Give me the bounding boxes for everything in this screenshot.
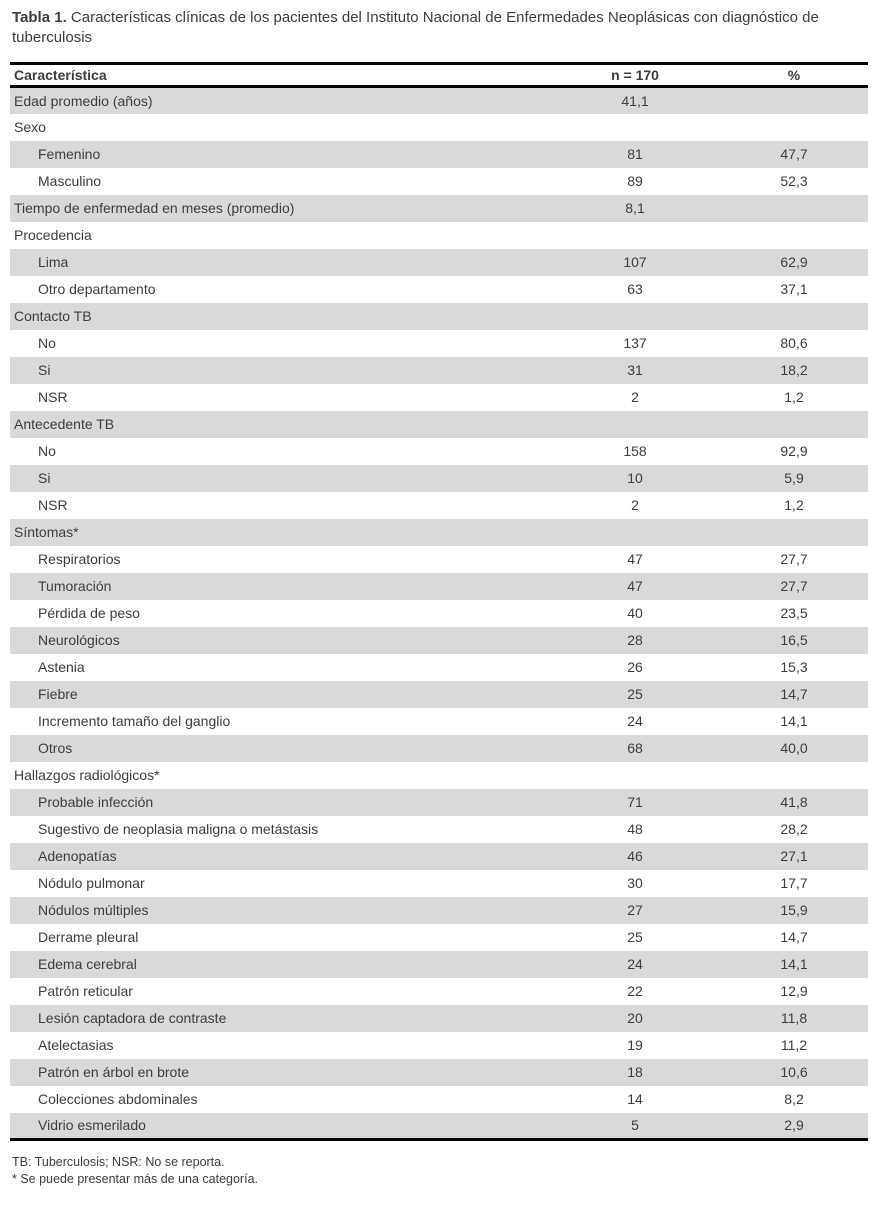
table-row bbox=[10, 762, 868, 789]
table-row bbox=[10, 816, 868, 843]
table-row bbox=[10, 330, 868, 357]
cell-n-value: 25 bbox=[627, 929, 643, 945]
cell-n-value: 81 bbox=[627, 146, 643, 162]
cell-percent-value: 80,6 bbox=[780, 335, 808, 351]
cell-characteristic: Femenino bbox=[38, 146, 101, 162]
footnote-abbreviations: TB: Tuberculosis; NSR: No se reporta. bbox=[12, 1155, 225, 1169]
cell-percent-value: 14,7 bbox=[780, 929, 808, 945]
table-row bbox=[10, 87, 868, 114]
cell-percent-value bbox=[720, 303, 868, 330]
cell-characteristic: Lesión captadora de contraste bbox=[38, 1010, 227, 1026]
table-row bbox=[10, 1086, 868, 1113]
table-row bbox=[10, 843, 868, 870]
column-header-percent: % bbox=[787, 67, 801, 83]
cell-n-value bbox=[550, 519, 720, 546]
cell-percent-value: 23,5 bbox=[780, 605, 808, 621]
cell-percent-value: 1,2 bbox=[784, 389, 804, 405]
cell-percent-value: 10,6 bbox=[780, 1064, 808, 1080]
cell-characteristic: NSR bbox=[38, 497, 68, 513]
header-row bbox=[10, 64, 868, 87]
cell-characteristic: Probable infección bbox=[38, 794, 154, 810]
cell-percent-value: 40,0 bbox=[780, 740, 808, 756]
table-row bbox=[10, 1032, 868, 1059]
table-row bbox=[10, 735, 868, 762]
table-row bbox=[10, 708, 868, 735]
table-body bbox=[10, 87, 868, 1140]
table-row bbox=[10, 1005, 868, 1032]
cell-percent-value bbox=[720, 195, 868, 222]
cell-n-value: 158 bbox=[623, 443, 647, 459]
cell-n-value: 25 bbox=[627, 686, 643, 702]
table-row bbox=[10, 519, 868, 546]
table-row bbox=[10, 546, 868, 573]
cell-characteristic: Patrón reticular bbox=[38, 983, 133, 999]
cell-percent-value: 8,2 bbox=[784, 1091, 804, 1107]
cell-percent-value bbox=[720, 519, 868, 546]
cell-characteristic: Colecciones abdominales bbox=[38, 1091, 198, 1107]
table-row bbox=[10, 924, 868, 951]
cell-n-value: 63 bbox=[627, 281, 643, 297]
cell-characteristic: Pérdida de peso bbox=[38, 605, 140, 621]
cell-percent-value: 27,7 bbox=[780, 551, 808, 567]
cell-characteristic: Sexo bbox=[14, 119, 46, 135]
cell-characteristic: Si bbox=[38, 362, 51, 378]
table-row bbox=[10, 654, 868, 681]
table-row bbox=[10, 357, 868, 384]
table-row bbox=[10, 465, 868, 492]
table-row bbox=[10, 600, 868, 627]
table-caption bbox=[12, 8, 868, 48]
table-row bbox=[10, 195, 868, 222]
cell-characteristic: No bbox=[38, 335, 56, 351]
table-row bbox=[10, 951, 868, 978]
table-row bbox=[10, 897, 868, 924]
cell-characteristic: Nódulos múltiples bbox=[38, 902, 149, 918]
table-row bbox=[10, 141, 868, 168]
cell-characteristic: Astenia bbox=[38, 659, 85, 675]
cell-characteristic: Otro departamento bbox=[38, 281, 156, 297]
cell-percent-value: 5,9 bbox=[784, 470, 804, 486]
table-row bbox=[10, 1113, 868, 1140]
cell-percent-value: 11,2 bbox=[780, 1037, 808, 1053]
cell-percent-value: 62,9 bbox=[780, 254, 808, 270]
table-row bbox=[10, 438, 868, 465]
table-row bbox=[10, 681, 868, 708]
cell-n-value: 68 bbox=[627, 740, 643, 756]
cell-n-value bbox=[550, 303, 720, 330]
cell-characteristic: Hallazgos radiológicos* bbox=[14, 767, 160, 783]
cell-characteristic: Sugestivo de neoplasia maligna o metástasis bbox=[38, 821, 319, 837]
cell-characteristic: Adenopatías bbox=[38, 848, 117, 864]
cell-n-value bbox=[550, 222, 720, 249]
cell-percent-value: 41,8 bbox=[780, 794, 808, 810]
cell-n-value: 27 bbox=[627, 902, 643, 918]
cell-n-value: 107 bbox=[623, 254, 647, 270]
cell-characteristic: No bbox=[38, 443, 56, 459]
cell-percent-value: 47,7 bbox=[780, 146, 808, 162]
column-header-caracteristica: Característica bbox=[14, 67, 107, 83]
cell-n-value: 47 bbox=[627, 551, 643, 567]
cell-characteristic: Respiratorios bbox=[38, 551, 121, 567]
cell-percent-value: 12,9 bbox=[780, 983, 808, 999]
cell-characteristic: Edema cerebral bbox=[38, 956, 137, 972]
table-row bbox=[10, 114, 868, 141]
cell-characteristic: Patrón en árbol en brote bbox=[38, 1064, 189, 1080]
table-row bbox=[10, 627, 868, 654]
table-caption-label: Tabla 1. bbox=[12, 9, 67, 26]
cell-n-value: 22 bbox=[627, 983, 643, 999]
table-row bbox=[10, 492, 868, 519]
table-row bbox=[10, 303, 868, 330]
cell-percent-value bbox=[720, 762, 868, 789]
cell-characteristic: Nódulo pulmonar bbox=[38, 875, 145, 891]
cell-n-value: 31 bbox=[627, 362, 643, 378]
cell-percent-value: 14,7 bbox=[780, 686, 808, 702]
cell-characteristic: Tumoración bbox=[38, 578, 112, 594]
cell-characteristic: Tiempo de enfermedad en meses (promedio) bbox=[14, 200, 295, 216]
cell-percent-value: 27,7 bbox=[780, 578, 808, 594]
cell-n-value: 28 bbox=[627, 632, 643, 648]
table-row bbox=[10, 1059, 868, 1086]
cell-percent-value: 92,9 bbox=[780, 443, 808, 459]
table-row bbox=[10, 573, 868, 600]
cell-characteristic: Fiebre bbox=[38, 686, 78, 702]
cell-percent-value: 14,1 bbox=[780, 956, 808, 972]
table-row bbox=[10, 978, 868, 1005]
cell-n-value: 24 bbox=[627, 956, 643, 972]
table-footnotes bbox=[12, 1154, 868, 1188]
cell-n-value: 30 bbox=[627, 875, 643, 891]
table-row bbox=[10, 789, 868, 816]
cell-percent-value bbox=[720, 411, 868, 438]
cell-percent-value: 11,8 bbox=[780, 1010, 808, 1026]
table-row bbox=[10, 870, 868, 897]
cell-characteristic: Síntomas* bbox=[14, 524, 79, 540]
cell-n-value: 14 bbox=[627, 1091, 643, 1107]
cell-characteristic: NSR bbox=[38, 389, 68, 405]
cell-n-value bbox=[550, 411, 720, 438]
cell-n-value bbox=[550, 762, 720, 789]
cell-percent-value: 1,2 bbox=[784, 497, 804, 513]
cell-n-value: 8,1 bbox=[625, 200, 645, 216]
table-row bbox=[10, 384, 868, 411]
cell-percent-value: 14,1 bbox=[780, 713, 808, 729]
cell-percent-value bbox=[720, 114, 868, 141]
cell-n-value: 40 bbox=[627, 605, 643, 621]
cell-n-value bbox=[550, 114, 720, 141]
cell-percent-value: 18,2 bbox=[780, 362, 808, 378]
table-row bbox=[10, 168, 868, 195]
cell-n-value: 20 bbox=[627, 1010, 643, 1026]
cell-n-value: 2 bbox=[631, 389, 639, 405]
cell-characteristic: Incremento tamaño del ganglio bbox=[38, 713, 231, 729]
table-caption-text: Características clínicas de los pacientes del Instituto Nacional de Enfermedades Neoplásicas con diagnóstico de tuberculosis bbox=[12, 9, 819, 46]
cell-percent-value bbox=[720, 87, 868, 114]
cell-percent-value: 27,1 bbox=[780, 848, 808, 864]
cell-characteristic: Neurológicos bbox=[38, 632, 120, 648]
cell-characteristic: Procedencia bbox=[14, 227, 92, 243]
cell-characteristic: Edad promedio (años) bbox=[14, 92, 153, 109]
clinical-characteristics-table bbox=[10, 62, 868, 1141]
cell-n-value: 89 bbox=[627, 173, 643, 189]
cell-characteristic: Antecedente TB bbox=[14, 416, 115, 432]
cell-characteristic: Lima bbox=[38, 254, 69, 270]
cell-characteristic: Si bbox=[38, 470, 51, 486]
cell-characteristic: Masculino bbox=[38, 173, 102, 189]
cell-n-value: 19 bbox=[627, 1037, 643, 1053]
cell-percent-value: 2,9 bbox=[784, 1117, 804, 1134]
cell-characteristic: Derrame pleural bbox=[38, 929, 139, 945]
cell-n-value: 71 bbox=[627, 794, 643, 810]
column-header-n: n = 170 bbox=[611, 67, 659, 83]
cell-percent-value bbox=[720, 222, 868, 249]
cell-n-value: 41,1 bbox=[621, 92, 649, 109]
cell-n-value: 47 bbox=[627, 578, 643, 594]
cell-n-value: 5 bbox=[631, 1117, 639, 1134]
cell-characteristic: Vidrio esmerilado bbox=[38, 1117, 146, 1134]
cell-n-value: 24 bbox=[627, 713, 643, 729]
cell-percent-value: 16,5 bbox=[780, 632, 808, 648]
table-row bbox=[10, 411, 868, 438]
footnote-asterisk: * Se puede presentar más de una categoría. bbox=[12, 1172, 258, 1186]
cell-n-value: 2 bbox=[631, 497, 639, 513]
cell-percent-value: 28,2 bbox=[780, 821, 808, 837]
cell-n-value: 26 bbox=[627, 659, 643, 675]
cell-characteristic: Contacto TB bbox=[14, 308, 92, 324]
cell-percent-value: 52,3 bbox=[780, 173, 808, 189]
cell-characteristic: Otros bbox=[38, 740, 73, 756]
cell-percent-value: 17,7 bbox=[780, 875, 808, 891]
cell-percent-value: 15,3 bbox=[780, 659, 808, 675]
cell-percent-value: 37,1 bbox=[780, 281, 808, 297]
cell-percent-value: 15,9 bbox=[780, 902, 808, 918]
cell-n-value: 10 bbox=[627, 470, 643, 486]
cell-n-value: 137 bbox=[623, 335, 647, 351]
cell-characteristic: Atelectasias bbox=[38, 1037, 114, 1053]
table-row bbox=[10, 276, 868, 303]
cell-n-value: 18 bbox=[627, 1064, 643, 1080]
table-row bbox=[10, 249, 868, 276]
table-row bbox=[10, 222, 868, 249]
cell-n-value: 46 bbox=[627, 848, 643, 864]
cell-n-value: 48 bbox=[627, 821, 643, 837]
